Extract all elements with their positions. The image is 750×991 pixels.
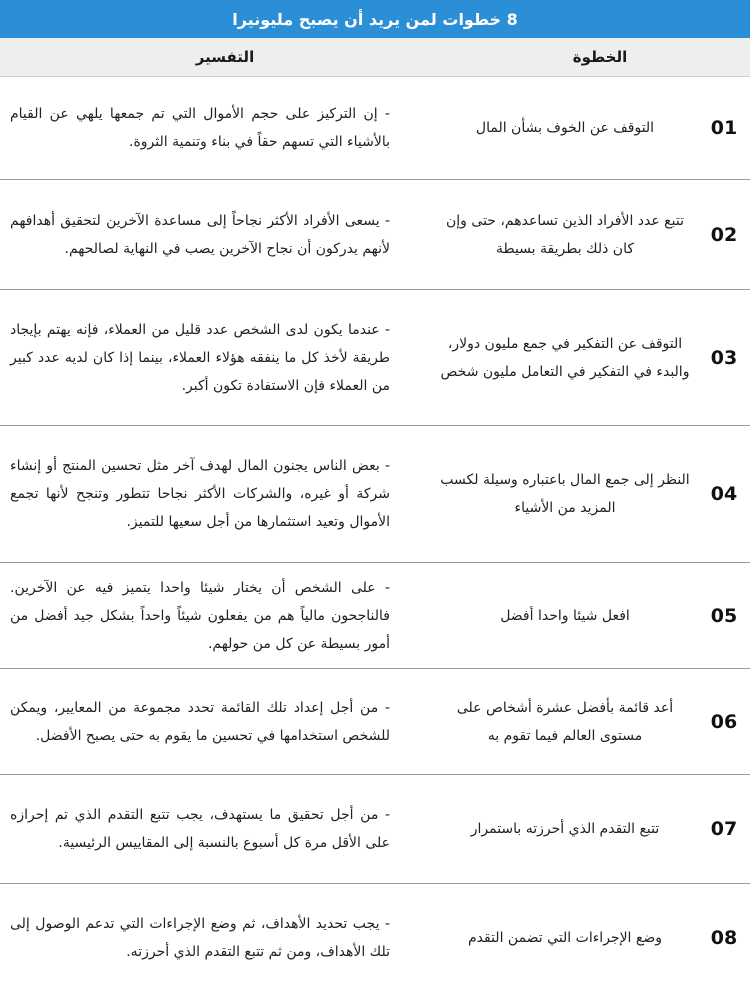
step-number: 06 [710, 710, 738, 733]
step-label: التوقف عن التفكير في جمع مليون دولار، والبدء في التفكير في التعامل مليون شخص [440, 335, 690, 380]
step-text [440, 563, 690, 668]
table-title: 8 خطوات لمن يريد أن يصبح مليونيرا [0, 0, 750, 38]
explanation-text [10, 180, 390, 289]
explanation-text [10, 563, 390, 668]
explanation-text [10, 884, 390, 991]
table-row [0, 180, 750, 290]
step-label: وضع الإجراءات التي تضمن التقدم [467, 929, 662, 946]
step-number: 04 [710, 483, 738, 505]
step-text [440, 77, 690, 179]
step-label: تتبع التقدم الذي أحرزته باستمرار [470, 821, 660, 837]
table-row [0, 884, 750, 991]
explanation-text [10, 669, 390, 774]
table-row [0, 669, 750, 775]
explanation-text [10, 290, 390, 425]
step-number: 01 [710, 117, 738, 139]
step-number: 03 [710, 346, 738, 369]
explanation-label: - إن التركيز على حجم الأموال التي تم جمعها يلهي عن القيام بالأشياء التي تسهم حقاً في بناء وتنمية الثروة. [10, 106, 390, 150]
step-number: 08 [710, 926, 738, 949]
table-row [0, 77, 750, 180]
table-row [0, 290, 750, 426]
step-label: تتبع عدد الأفراد الذين تساعدهم، حتى وإن كان ذلك بطريقة بسيطة [446, 212, 684, 257]
step-label: افعل شيئا واحدا أفضل [500, 607, 630, 624]
step-label: أعد قائمة بأفضل عشرة أشخاص على مستوى العالم فيما تقوم به [456, 699, 674, 744]
table-header [0, 38, 750, 77]
step-text [440, 180, 690, 289]
table-row [0, 775, 750, 884]
explanation-label: - يجب تحديد الأهداف، ثم وضع الإجراءات التي تدعم الوصول إلى تلك الأهداف، ومن ثم تتبع التقدم الذي أحرزته. [10, 915, 390, 960]
explanation-label: - من أجل تحقيق ما يستهدف، يجب تتبع التقدم الذي تم إحرازه على الأقل مرة كل أسبوع بالنسبة إلى المقاييس الرئيسية. [10, 807, 390, 851]
step-label: النظر إلى جمع المال باعتباره وسيلة لكسب المزيد من الأشياء [440, 472, 690, 516]
explanation-label: - بعض الناس يجنون المال لهدف آخر مثل تحسين المنتج أو إنشاء شركة أو غيره، والشركات الأكثر نجاحا تتطور وتنجح لأنها تجمع الأموال وتعيد استثمارها من أجل سعيها للتميز. [10, 458, 390, 530]
header-step: الخطوة [572, 48, 628, 66]
explanation-label: - من أجل إعداد تلك القائمة تحدد مجموعة من المعايير، ويمكن للشخص استخدامها في تحسين ما يقوم به حتى يصبح الأفضل. [10, 699, 390, 744]
header-explanation: التفسير [195, 48, 255, 66]
step-text [440, 884, 690, 991]
step-text [440, 290, 690, 425]
explanation-text [10, 775, 390, 883]
explanation-label: - على الشخص أن يختار شيئا واحدا يتميز فيه عن الآخرين. فالناجحون مالياً هم من يفعلون شيئاً واحداً بشكل جيد أفضل من أمور بسيطة عن كل من حولهم. [10, 579, 390, 652]
explanation-label: - عندما يكون لدى الشخص عدد قليل من العملاء، فإنه يهتم بإيجاد طريقة لأخذ كل ما ينفقه هؤلاء العملاء، بينما إذا كان لديه عدد كبير من العملاء فإن الاستفادة تكون أكبر. [10, 321, 390, 394]
explanation-text [10, 426, 390, 562]
step-number: 07 [710, 818, 738, 840]
table-row [0, 426, 750, 563]
explanation-label: - يسعى الأفراد الأكثر نجاحاً إلى مساعدة الآخرين لتحقيق أهدافهم لأنهم يدركون أن نجاح الآخرين يصب في النهاية لصالحهم. [10, 212, 390, 257]
step-text [440, 426, 690, 562]
step-text [440, 775, 690, 883]
step-number: 02 [710, 223, 738, 246]
step-label: التوقف عن الخوف بشأن المال [475, 120, 655, 136]
explanation-text [10, 77, 390, 179]
table-row [0, 563, 750, 669]
step-number: 05 [710, 604, 738, 627]
table-body [0, 77, 750, 991]
step-text [440, 669, 690, 774]
